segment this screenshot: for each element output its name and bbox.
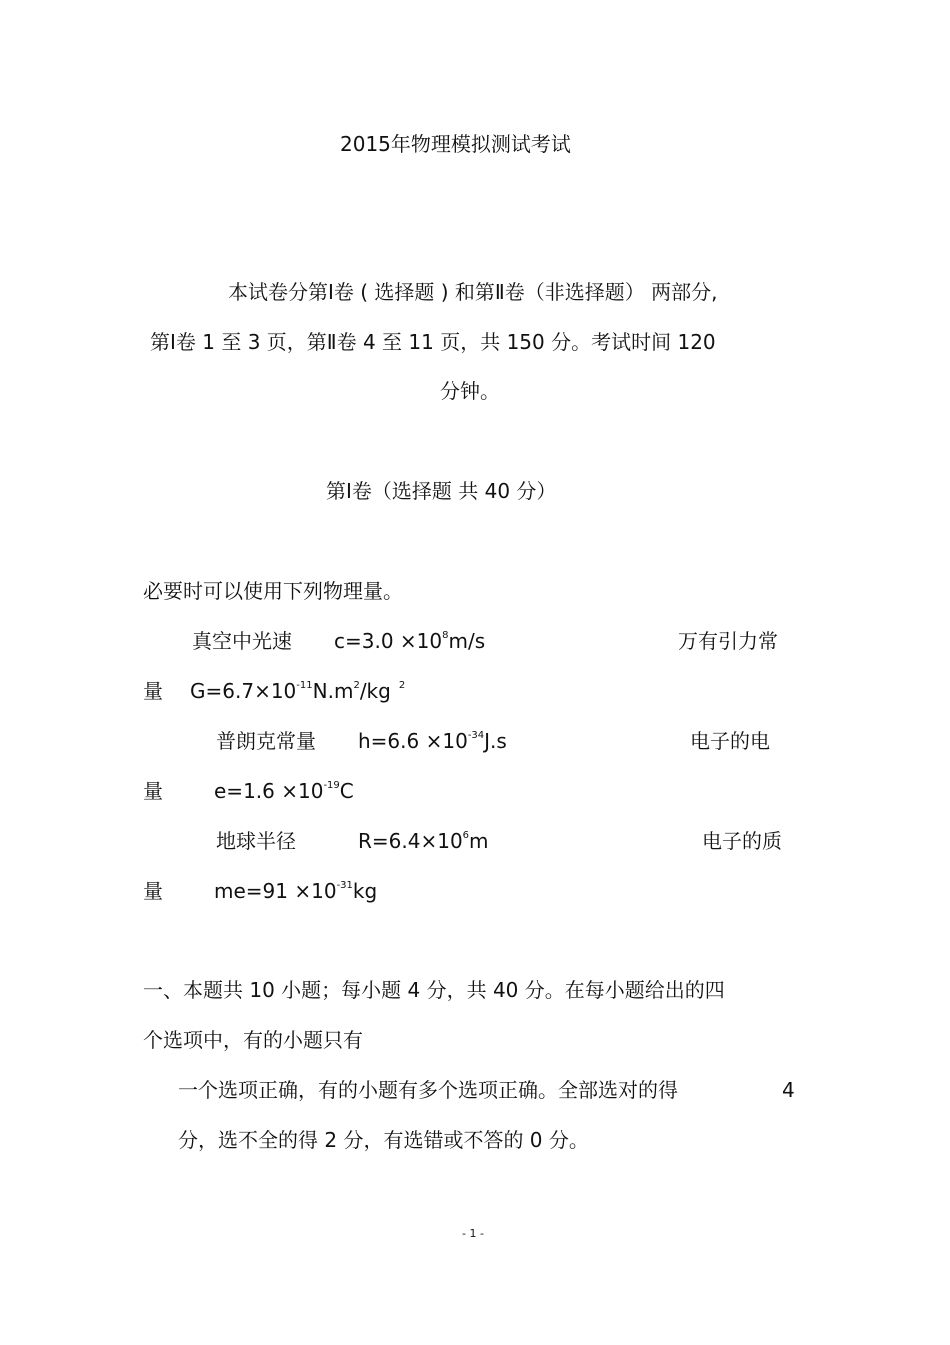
constant-r-value [358,831,489,851]
g-unit: N.m [312,679,354,703]
g-base: G=6.7×10 [190,679,297,703]
constants-intro: 必要时可以使用下列物理量。 [143,579,403,603]
r-base: R=6.4×10 [358,829,463,853]
c-unit: m/s [448,629,486,653]
c-base: c=3.0 ×10 [334,629,443,653]
g-exp: -11 [296,680,313,691]
g-unit2-exp: 2 [398,680,406,691]
e-base: e=1.6 ×10 [214,779,324,803]
c-exp: 8 [442,630,449,641]
me-exp: -31 [336,880,353,891]
page-number: - 1 - [462,1227,484,1240]
part1-line-3a: 一个选项正确，有的小题有多个选项正确。全部选对的得 [178,1078,678,1102]
h-exp: -34 [467,730,485,741]
constant-me-label-b: 量 [143,879,163,903]
me-unit: kg [352,879,378,903]
h-unit: J.s [484,729,507,753]
part1-line-4: 分，选不全的得 2 分，有选错或不答的 0 分。 [178,1128,589,1152]
h-base: h=6.6 ×10 [358,729,468,753]
r-unit: m [469,829,489,853]
constant-g-label-a: 万有引力常 [678,629,778,653]
g-unit-exp: 2 [353,680,360,691]
constant-h-label: 普朗克常量 [216,729,316,753]
constant-e-label-a: 电子的电 [690,729,770,753]
intro-line-3: 分钟。 [440,379,500,403]
e-exp: -19 [323,780,340,791]
intro-line-2: 第Ⅰ卷 1 至 3 页，第Ⅱ卷 4 至 11 页，共 150 分。考试时间 120 [150,330,716,354]
r-exp: 6 [462,830,470,841]
exam-title: 2015年物理模拟测试考试 [340,132,571,156]
intro-line-1: 本试卷分第Ⅰ卷 ( 选择题 ) 和第Ⅱ卷（非选择题） 两部分, [228,280,718,304]
constant-e-value [214,781,354,801]
constant-c-value [334,631,485,651]
constant-h-value [358,731,507,751]
part1-line-2: 个选项中，有的小题只有 [143,1028,363,1052]
part1-line-1: 一、本题共 10 小题；每小题 4 分，共 40 分。在每小题给出的四 [143,978,725,1002]
constant-r-label: 地球半径 [216,829,296,853]
g-unit2: /kg [359,679,391,703]
constant-me-value [214,881,377,901]
constant-c-label: 真空中光速 [192,629,292,653]
me-base: me=91 ×10 [214,879,337,903]
constant-me-label-a: 电子的质 [702,829,782,853]
part1-line-3b: 4 [782,1078,795,1102]
e-unit: C [339,779,354,803]
section-heading: 第Ⅰ卷（选择题 共 40 分） [326,479,557,503]
constant-g-label-b: 量 [143,679,163,703]
constant-g-value [190,681,405,701]
constant-e-label-b: 量 [143,779,163,803]
